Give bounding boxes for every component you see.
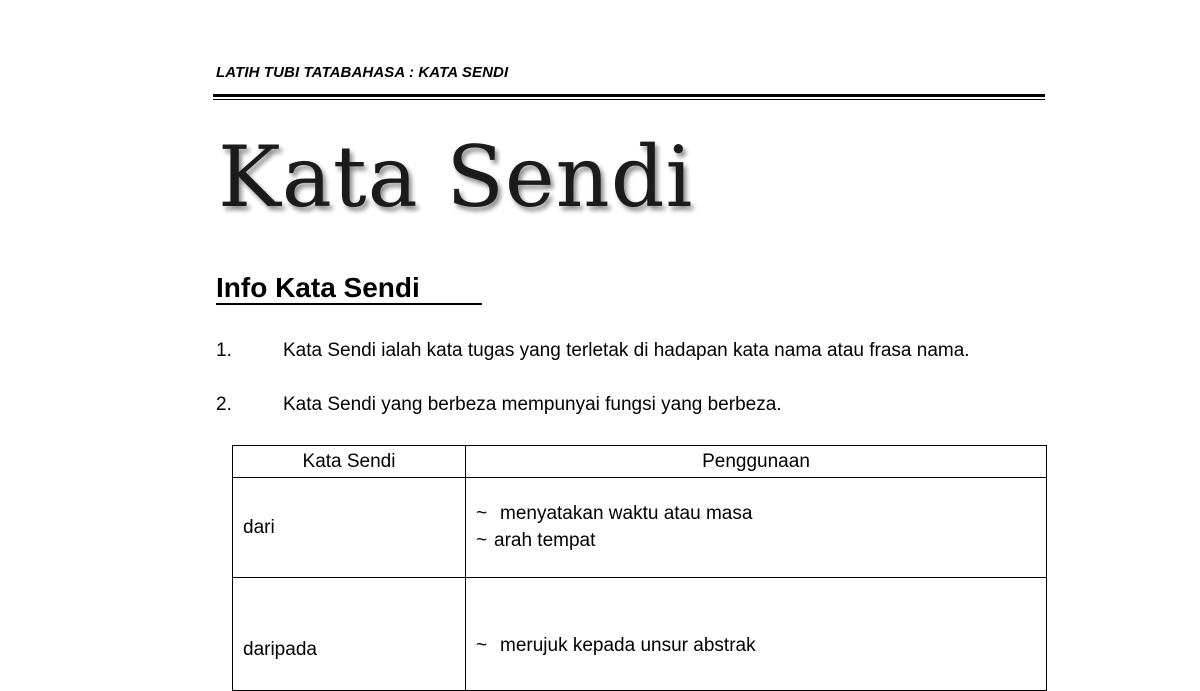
tilde-marker: ~ <box>476 502 488 524</box>
kata-sendi-cell: daripada <box>233 578 466 691</box>
usage-text: menyatakan waktu atau masa <box>500 502 753 524</box>
kata-sendi-logo: Kata Sendi <box>218 128 694 226</box>
usage-text: arah tempat <box>494 529 596 551</box>
penggunaan-cell <box>466 478 1047 578</box>
kata-sendi-cell: dari <box>233 478 466 578</box>
paragraph-number: 1. <box>216 340 232 361</box>
header-rule-thick <box>213 94 1045 97</box>
tilde-marker: ~ <box>476 529 488 551</box>
usage-item <box>476 528 1046 555</box>
table-header-row <box>233 446 1047 478</box>
header-rule-thin <box>213 99 1045 100</box>
usage-item <box>476 501 1046 528</box>
section-title: Info Kata Sendi <box>216 272 420 303</box>
section-title-underline <box>216 303 482 305</box>
tilde-marker: ~ <box>476 634 488 656</box>
penggunaan-cell <box>466 578 1047 691</box>
kata-sendi-table <box>232 445 1047 691</box>
column-header-kata-sendi: Kata Sendi <box>233 446 466 478</box>
paragraph-text: Kata Sendi yang berbeza mempunyai fungsi yang berbeza. <box>283 394 782 415</box>
column-header-penggunaan: Penggunaan <box>466 446 1047 478</box>
paragraph-1 <box>216 340 970 363</box>
usage-text: merujuk kepada unsur abstrak <box>500 634 756 656</box>
table-row <box>233 578 1047 691</box>
usage-item <box>476 633 1046 660</box>
paragraph-2 <box>216 394 782 417</box>
paragraph-text: Kata Sendi ialah kata tugas yang terletak di hadapan kata nama atau frasa nama. <box>283 340 970 361</box>
table-row <box>233 478 1047 578</box>
paragraph-number: 2. <box>216 394 232 415</box>
document-header: LATIH TUBI TATABAHASA : KATA SENDI <box>216 64 509 81</box>
